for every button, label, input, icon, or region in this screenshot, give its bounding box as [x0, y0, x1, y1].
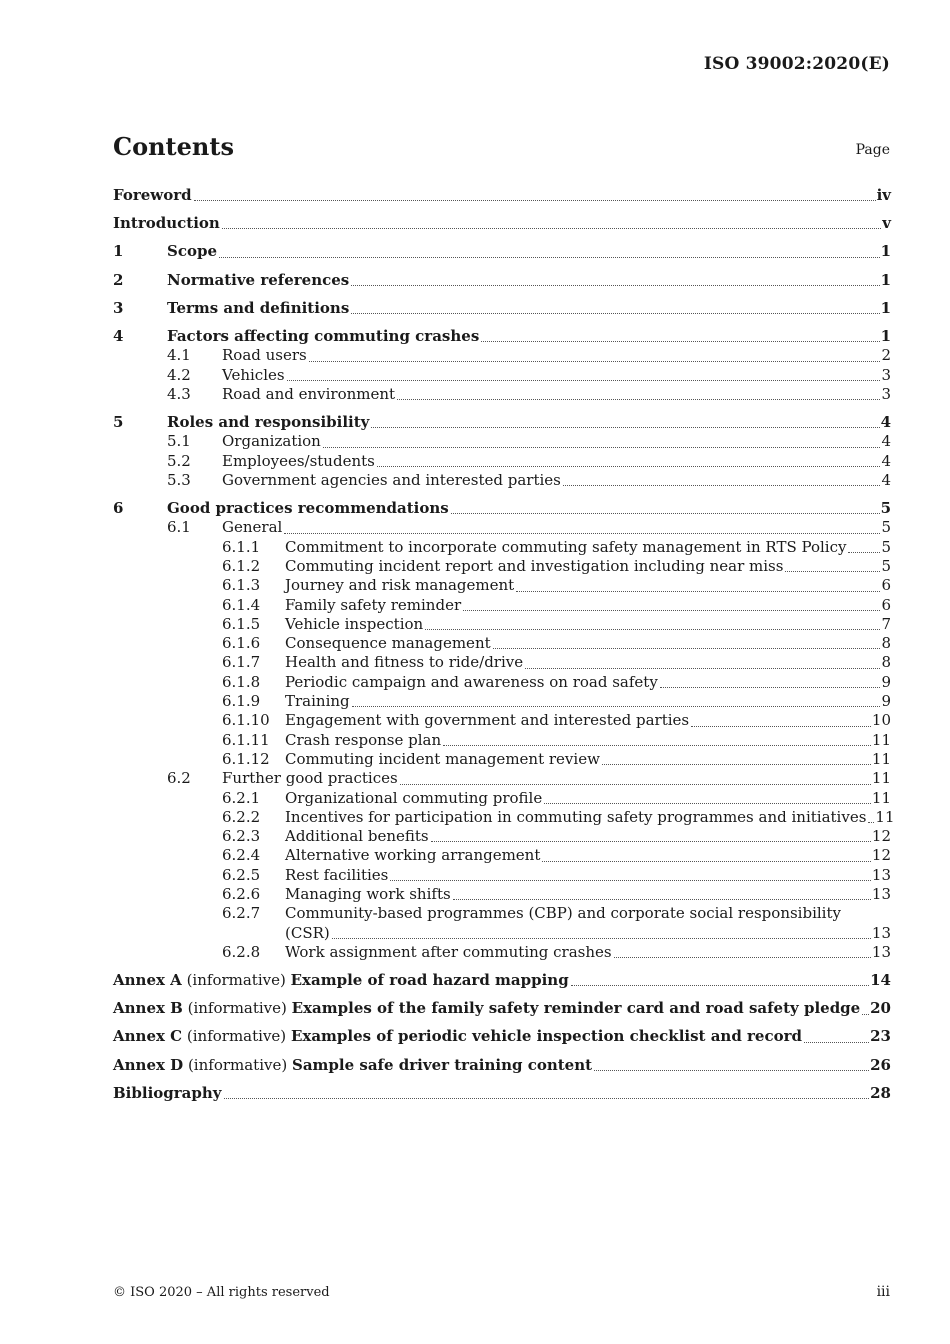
toc-entry-title: Crash response plan [285, 730, 442, 749]
toc-entry-6-1-1[interactable] [113, 538, 891, 557]
toc-page-number: 11 [875, 807, 895, 826]
annex-label: Annex B [113, 999, 183, 1018]
toc-page-number: 1 [880, 270, 891, 289]
toc-page-number: 10 [871, 711, 891, 730]
toc-page-number: 4 [881, 470, 891, 489]
toc-entry-foreword[interactable] [113, 186, 891, 205]
annex-title: Examples of the family safety reminder card and road safety pledge [291, 999, 861, 1018]
toc-page-number: 11 [871, 769, 891, 788]
toc-entry-5-3[interactable] [113, 471, 891, 490]
toc-page-number: iv [876, 186, 891, 204]
toc-entry-title: Organizational commuting profile [285, 788, 543, 807]
dot-leader [453, 899, 871, 900]
toc-page-number: v [882, 214, 891, 233]
toc-entry-6-1-6[interactable] [113, 634, 891, 653]
dot-leader [224, 1098, 870, 1099]
toc-page-number: 1 [880, 242, 891, 261]
toc-entry-4-3[interactable] [113, 385, 891, 404]
annex-title: Example of road hazard mapping [290, 971, 569, 990]
toc-entry-title: Bibliography [113, 1083, 222, 1102]
toc-entry-title: Managing work shifts [285, 885, 451, 904]
dot-leader [332, 938, 871, 939]
toc-page-number: 9 [881, 672, 891, 691]
toc-section-number: 6.2.5 [222, 865, 261, 884]
annex-type: (informative) [187, 1055, 288, 1074]
dot-leader [400, 784, 871, 785]
footer-copyright: © ISO 2020 – All rights reserved [113, 1285, 330, 1300]
toc-entry-title: Periodic campaign and awareness on road safety [285, 672, 658, 691]
toc-section-number: 6.1.3 [222, 576, 261, 595]
toc-entry-title: Commitment to incorporate commuting safety management in RTS Policy [285, 537, 847, 556]
dot-leader [862, 1014, 869, 1015]
toc-page-number: 8 [881, 653, 891, 672]
dot-leader [390, 880, 871, 881]
dot-leader [804, 1042, 869, 1043]
toc-entry-4-1[interactable] [113, 346, 891, 365]
toc-entry-title: Consequence management [285, 634, 491, 653]
toc-entry-6-2-5[interactable] [113, 866, 891, 885]
toc-page-number: 13 [871, 923, 891, 942]
toc-entry-6-1-12[interactable] [113, 750, 891, 769]
dot-leader [194, 200, 876, 201]
toc-entry-6-1-4[interactable] [113, 596, 891, 615]
dot-leader [493, 648, 881, 649]
toc-section-number: 6.1.9 [222, 692, 261, 711]
dot-leader [594, 1070, 869, 1071]
toc-page-number: 7 [881, 614, 891, 633]
toc-entry-4-2[interactable] [113, 366, 891, 385]
toc-entry-title: Road users [222, 346, 307, 365]
dot-leader [431, 841, 871, 842]
document-code: ISO 39002:2020(E) [703, 54, 890, 74]
toc-page-number: 12 [871, 846, 891, 865]
dot-leader [219, 257, 880, 258]
toc-entry-title: Community-based programmes (CBP) and corporate social responsibility [285, 904, 841, 923]
toc-section-number: 6.2.6 [222, 885, 261, 904]
toc-page-number: 13 [871, 885, 891, 904]
toc-annex-title [113, 999, 860, 1018]
toc-section-number: 4.2 [167, 365, 191, 384]
dot-leader [425, 629, 880, 630]
dot-leader [614, 957, 871, 958]
toc-entry-title: Engagement with government and interested parties [285, 711, 690, 730]
dot-leader [443, 745, 871, 746]
toc-entry-title: Government agencies and interested parties [222, 470, 561, 489]
toc-section-number: 6.1.10 [222, 711, 270, 730]
toc-entry-section-4[interactable] [113, 327, 891, 346]
dot-leader [868, 822, 874, 823]
toc-section-number: 6.2.1 [222, 788, 261, 807]
toc-page-number: 12 [871, 827, 891, 846]
dot-leader [542, 861, 871, 862]
toc-entry-6-1-3[interactable] [113, 576, 891, 595]
toc-entry-title: Vehicles [222, 365, 285, 384]
toc-entry-title: Normative references [167, 270, 350, 289]
toc-page-number: 14 [870, 971, 891, 990]
toc-section-number: 6.2.3 [222, 827, 261, 846]
page-column-label: Page [855, 142, 890, 158]
toc-entry-title: Terms and definitions [167, 298, 350, 317]
toc-entry-6-2-8[interactable] [113, 943, 891, 962]
dot-leader [397, 399, 880, 400]
toc-entry-6-2-1[interactable] [113, 789, 891, 808]
toc-section-number: 5 [113, 413, 124, 432]
toc-entry-6-1-7[interactable] [113, 653, 891, 672]
toc-entry-section-3[interactable] [113, 299, 891, 318]
toc-page-number: 4 [880, 413, 891, 432]
toc-page-number: 1 [880, 298, 891, 317]
toc-entry-6-1-5[interactable] [113, 615, 891, 634]
toc-entry-annex-a[interactable] [113, 971, 891, 990]
toc-page-number: 9 [881, 692, 891, 711]
toc-section-number: 5.3 [167, 470, 191, 489]
dot-leader [351, 285, 879, 286]
dot-leader [287, 380, 881, 381]
toc-entry-section-5[interactable] [113, 413, 891, 432]
toc-entry-6-1[interactable] [113, 518, 891, 537]
toc-entry-section-2[interactable] [113, 271, 891, 290]
dot-leader [544, 803, 871, 804]
dot-leader [660, 687, 881, 688]
toc-entry-title: Roles and responsibility [167, 413, 370, 432]
toc-page-number: 6 [881, 576, 891, 595]
toc-entry-6-2-2[interactable] [113, 807, 895, 827]
page-title: Contents [113, 132, 234, 161]
toc-annex-title [113, 971, 569, 990]
dot-leader [371, 427, 879, 428]
toc-section-number: 5.1 [167, 432, 191, 451]
toc-section-number: 6 [113, 499, 124, 518]
toc-entry-title: General [222, 518, 283, 537]
dot-leader [563, 485, 881, 486]
toc-section-number: 3 [113, 298, 124, 317]
toc-entry-6-2-4[interactable] [113, 846, 891, 865]
toc-page-number: 5 [881, 518, 891, 537]
toc-entry-title: Foreword [113, 186, 192, 204]
toc-entry-title-block [285, 904, 891, 943]
toc-section-number: 4 [113, 326, 124, 345]
toc-entry-annex-b[interactable] [113, 999, 891, 1018]
toc-page-number: 4 [881, 432, 891, 451]
annex-type: (informative) [186, 1027, 287, 1046]
toc-entry-title-part: (CSR) [285, 923, 330, 942]
toc-entry-title: Scope [167, 242, 218, 261]
toc-entry-bibliography[interactable] [113, 1084, 891, 1103]
toc-entry-6-1-9[interactable] [113, 692, 891, 711]
toc-page-number: 28 [870, 1083, 891, 1102]
toc-entry-6-1-8[interactable] [113, 673, 891, 692]
toc-section-number: 1 [113, 242, 124, 261]
toc-page-number: 11 [871, 749, 891, 768]
toc-section-number: 6.1.7 [222, 653, 261, 672]
toc-entry-6-1-11[interactable] [113, 731, 891, 750]
footer-page-number: iii [876, 1284, 890, 1300]
toc-entry-title-continuation [285, 924, 891, 943]
toc-entry-title: Organization [222, 432, 321, 451]
toc-page-number: 3 [881, 365, 891, 384]
toc-section-number: 2 [113, 270, 124, 289]
toc-entry-title: Good practices recommendations [167, 499, 449, 518]
toc-entry-title: Incentives for participation in commuting safety programmes and initiatives [285, 807, 867, 826]
toc-page-number: 13 [871, 942, 891, 961]
toc-entry-title: Employees/students [222, 451, 375, 470]
toc-entry-title: Rest facilities [285, 865, 389, 884]
toc-entry-title: Additional benefits [285, 827, 429, 846]
toc-page-number: 8 [881, 634, 891, 653]
toc-page-number: 5 [881, 556, 891, 575]
annex-label: Annex A [113, 971, 182, 990]
dot-leader [691, 726, 871, 727]
toc-entry-introduction[interactable] [113, 214, 891, 233]
dot-leader [848, 552, 880, 553]
toc-page-number: 2 [881, 346, 891, 365]
toc-section-number: 6.1.5 [222, 614, 261, 633]
dot-leader [463, 610, 880, 611]
dot-leader [571, 985, 869, 986]
toc-entry-title: Further good practices [222, 769, 398, 788]
toc-section-number: 6.1.6 [222, 634, 261, 653]
toc-entry-title: Vehicle inspection [285, 614, 424, 633]
toc-entry-title: Family safety reminder [285, 595, 462, 614]
dot-leader [222, 228, 881, 229]
toc-section-number: 6.1.11 [222, 730, 270, 749]
toc-entry-title: Commuting incident management review [285, 749, 600, 768]
dot-leader [377, 466, 881, 467]
toc-section-number: 4.3 [167, 384, 191, 403]
toc-section-number: 6.2.7 [222, 904, 261, 923]
toc-entry-annex-d[interactable] [113, 1056, 891, 1075]
table-of-contents [113, 186, 895, 1103]
toc-section-number: 6.1.12 [222, 749, 270, 768]
annex-type: (informative) [187, 999, 287, 1018]
toc-entry-6-2[interactable] [113, 769, 891, 788]
toc-entry-6-1-10[interactable] [113, 711, 891, 730]
toc-entry-title: Training [285, 692, 350, 711]
toc-entry-6-1-2[interactable] [113, 557, 891, 576]
toc-section-number: 6.2.4 [222, 846, 261, 865]
toc-section-number: 6.2 [167, 769, 191, 788]
toc-section-number: 4.1 [167, 346, 191, 365]
toc-section-number: 6.1.2 [222, 556, 261, 575]
toc-annex-title [113, 1056, 592, 1075]
toc-page-number: 23 [870, 1027, 891, 1046]
toc-entry-5-1[interactable] [113, 432, 891, 451]
toc-page-number: 26 [870, 1055, 891, 1074]
annex-title: Examples of periodic vehicle inspection checklist and record [290, 1027, 803, 1046]
toc-section-number: 6.2.2 [222, 807, 261, 826]
annex-title: Sample safe driver training content [292, 1055, 593, 1074]
dot-leader [323, 447, 881, 448]
toc-page-number: 20 [870, 999, 891, 1018]
toc-entry-title: Factors affecting commuting crashes [167, 326, 480, 345]
dot-leader [785, 571, 880, 572]
dot-leader [284, 533, 880, 534]
toc-page-number: 11 [871, 788, 891, 807]
toc-page-number: 5 [880, 499, 891, 518]
toc-section-number: 6.2.8 [222, 942, 261, 961]
toc-page-number: 4 [881, 451, 891, 470]
toc-section-number: 6.1.8 [222, 672, 261, 691]
toc-page-number: 3 [881, 384, 891, 403]
toc-entry-6-2-6[interactable] [113, 885, 891, 904]
toc-section-number: 5.2 [167, 451, 191, 470]
dot-leader [516, 591, 880, 592]
annex-label: Annex D [113, 1055, 184, 1074]
dot-leader [351, 313, 879, 314]
toc-entry-6-2-3[interactable] [113, 827, 891, 846]
dot-leader [352, 706, 881, 707]
toc-section-number: 6.1 [167, 518, 191, 537]
toc-page-number: 11 [871, 730, 891, 749]
toc-entry-section-1[interactable] [113, 242, 891, 261]
dot-leader [481, 341, 879, 342]
toc-page-number: 5 [881, 537, 891, 556]
toc-entry-title: Road and environment [222, 384, 396, 403]
toc-annex-title [113, 1027, 802, 1046]
toc-entry-title: Health and fitness to ride/drive [285, 653, 524, 672]
dot-leader [451, 513, 880, 514]
toc-section-number: 6.1.4 [222, 595, 261, 614]
toc-section-number: 6.1.1 [222, 537, 261, 556]
toc-entry-6-2-7[interactable] [113, 904, 891, 943]
toc-page-number: 13 [871, 865, 891, 884]
toc-entry-title: Commuting incident report and investigation including near miss [285, 556, 784, 575]
toc-entry-annex-c[interactable] [113, 1027, 891, 1046]
annex-type: (informative) [186, 971, 286, 990]
toc-entry-title: Introduction [113, 214, 220, 233]
dot-leader [309, 361, 881, 362]
toc-entry-title: Alternative working arrangement [285, 846, 541, 865]
dot-leader [602, 764, 871, 765]
toc-entry-5-2[interactable] [113, 452, 891, 471]
toc-entry-section-6[interactable] [113, 499, 891, 518]
toc-entry-title: Work assignment after commuting crashes [285, 942, 612, 961]
toc-entry-title: Journey and risk management [285, 576, 515, 595]
dot-leader [525, 668, 880, 669]
toc-page-number: 1 [880, 326, 891, 345]
toc-page-number: 6 [881, 595, 891, 614]
annex-label: Annex C [113, 1027, 183, 1046]
